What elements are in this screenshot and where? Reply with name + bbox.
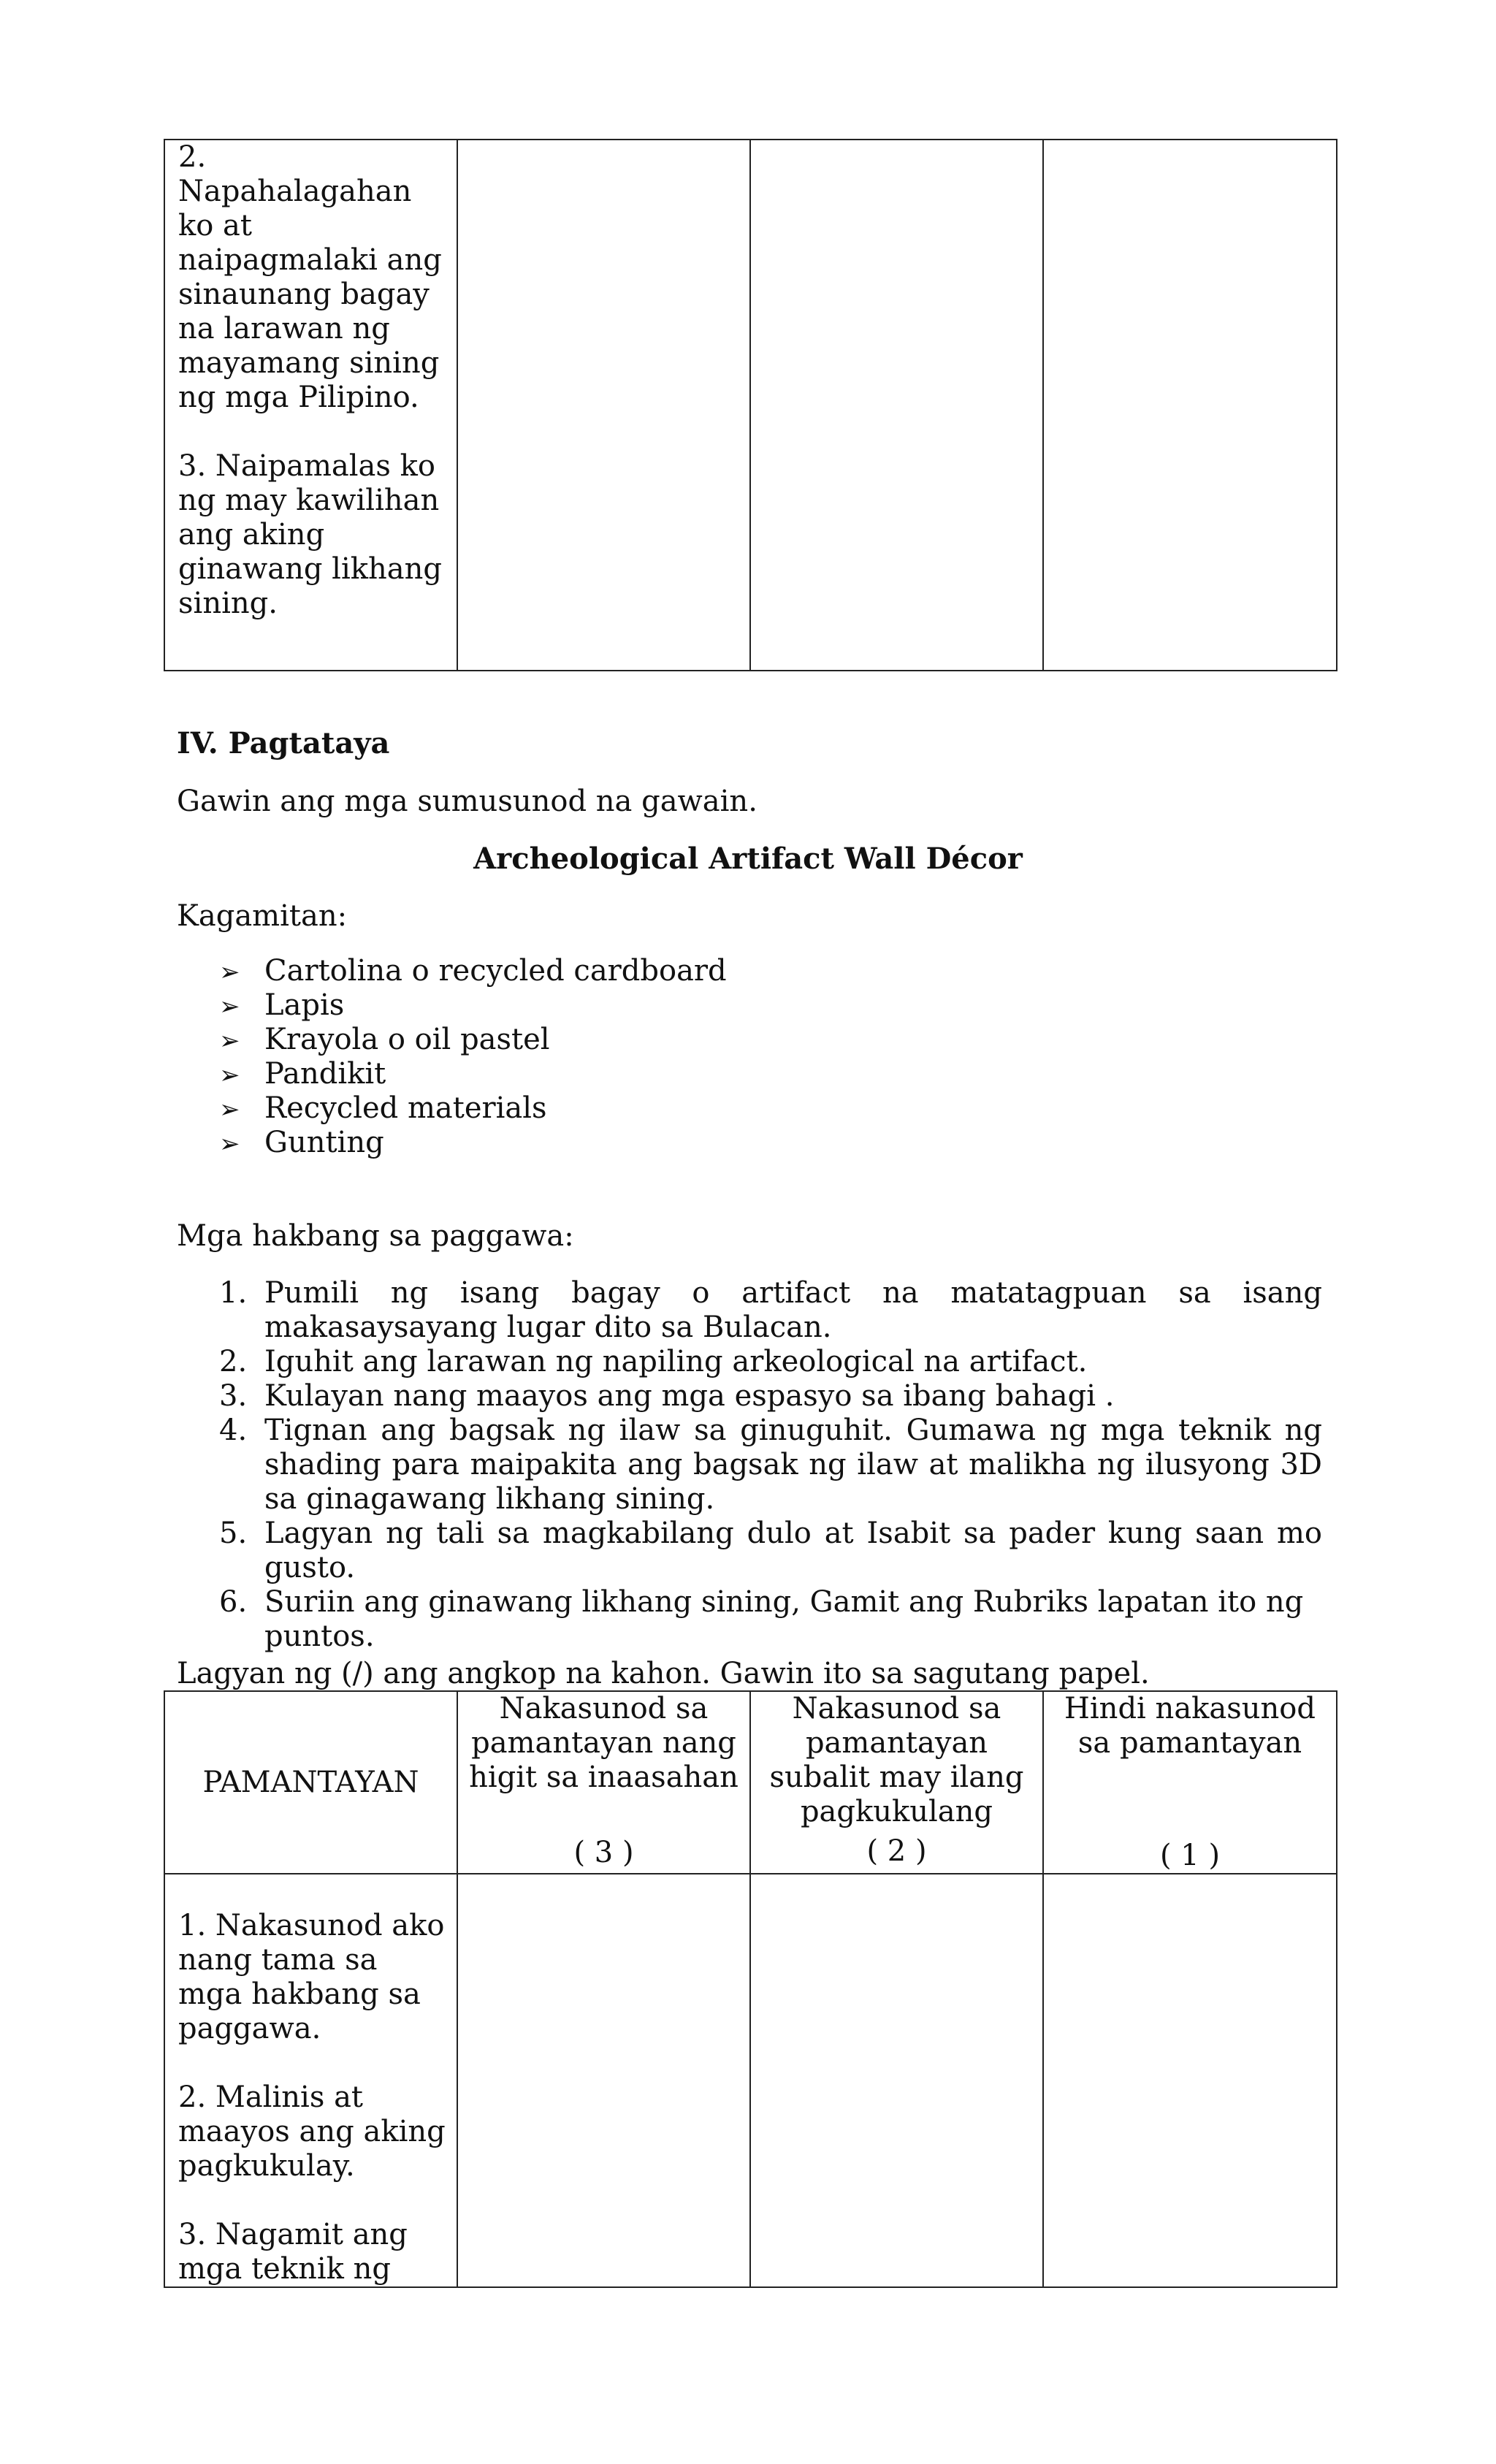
assessment-table-continued	[164, 139, 1337, 671]
materials-label: Kagamitan:	[177, 899, 348, 933]
step-number: 1.	[219, 1276, 248, 1310]
material-text: Krayola o oil pastel	[264, 1023, 550, 1056]
activity-title: Archeological Artifact Wall Décor	[473, 842, 1023, 876]
material-text: Lapis	[264, 988, 345, 1022]
column-header	[1043, 1691, 1337, 1874]
criterion-text: 2. Malinis at maayos ang aking pagkukulay.	[178, 2080, 446, 2183]
criteria-cell	[164, 140, 457, 671]
table-header-row	[164, 1691, 1337, 1874]
column-label: Nakasunod sa pamantayan subalit may ilang pagkukulang	[769, 1692, 1024, 1828]
column-header	[457, 1691, 750, 1874]
column-label: Hindi nakasunod sa pamantayan	[1064, 1692, 1316, 1760]
rating-cell-3[interactable]	[457, 1874, 750, 2287]
step-text: Kulayan nang maayos ang mga espasyo sa ibang bahagi .	[264, 1379, 1115, 1413]
steps-list	[219, 1276, 1322, 1654]
materials-list	[219, 954, 727, 1160]
list-item	[219, 988, 727, 1023]
criterion-text: 3. Nagamit ang mga teknik ng	[178, 2218, 408, 2286]
step-number: 2.	[219, 1345, 248, 1378]
column-score: ( 1 )	[1159, 1839, 1221, 1872]
arrow-bullet-icon: ➢	[219, 1095, 240, 1124]
step-number: 6.	[219, 1585, 248, 1619]
rating-cell-1[interactable]	[1043, 140, 1337, 671]
list-item	[219, 1414, 1322, 1517]
steps-label: Mga hakbang sa paggawa:	[177, 1219, 574, 1253]
criterion-text: 2. Napahalagahan ko at naipagmalaki ang sinaunang bagay na larawan ng mayamang sining ng mga Pilipino.	[178, 140, 442, 414]
arrow-bullet-icon: ➢	[219, 1061, 240, 1090]
criteria-header: PAMANTAYAN	[164, 1691, 457, 1874]
rubric-table	[164, 1690, 1337, 2288]
rating-cell-1[interactable]	[1043, 1874, 1337, 2287]
arrow-bullet-icon: ➢	[219, 992, 240, 1021]
step-text: Lagyan ng tali sa magkabilang dulo at Isabit sa pader kung saan mo gusto.	[264, 1517, 1322, 1584]
list-item	[219, 1091, 727, 1126]
material-text: Cartolina o recycled cardboard	[264, 954, 727, 988]
table-row	[164, 1874, 1337, 2287]
rating-cell-2[interactable]	[750, 140, 1043, 671]
table-row	[164, 140, 1337, 671]
step-number: 4.	[219, 1414, 248, 1447]
list-item	[219, 1585, 1322, 1654]
arrow-bullet-icon: ➢	[219, 958, 240, 987]
criterion-text: 3. Naipamalas ko ng may kawilihan ang aking ginawang likhang sining.	[178, 449, 442, 620]
list-item	[219, 1057, 727, 1091]
arrow-bullet-icon: ➢	[219, 1129, 240, 1159]
column-label: Nakasunod sa pamantayan nang higit sa inaasahan	[469, 1692, 739, 1794]
list-item	[219, 1023, 727, 1057]
step-text: Pumili ng isang bagay o artifact na matatagpuan sa isang makasaysayang lugar dito sa Bulacan.	[264, 1276, 1322, 1344]
material-text: Pandikit	[264, 1057, 386, 1091]
section-heading: IV. Pagtataya	[177, 726, 390, 760]
arrow-bullet-icon: ➢	[219, 1026, 240, 1056]
list-item	[219, 954, 727, 988]
list-item	[219, 1126, 727, 1160]
rating-cell-3[interactable]	[457, 140, 750, 671]
criterion-text: 1. Nakasunod ako nang tama sa mga hakbang sa paggawa.	[178, 1909, 445, 2045]
material-text: Recycled materials	[264, 1091, 547, 1125]
instruction-text: Gawin ang mga sumusunod na gawain.	[177, 785, 757, 818]
step-text: Iguhit ang larawan ng napiling arkeological na artifact.	[264, 1345, 1088, 1378]
list-item	[219, 1517, 1322, 1585]
criteria-cell	[164, 1874, 457, 2287]
list-item	[219, 1379, 1322, 1414]
rating-cell-2[interactable]	[750, 1874, 1043, 2287]
column-score: ( 3 )	[573, 1836, 634, 1869]
step-number: 3.	[219, 1379, 248, 1413]
column-header	[750, 1691, 1043, 1874]
list-item	[219, 1276, 1322, 1345]
check-instruction: Lagyan ng (/) ang angkop na kahon. Gawin ito sa sagutang papel.	[177, 1657, 1150, 1690]
step-number: 5.	[219, 1517, 248, 1550]
list-item	[219, 1345, 1322, 1379]
column-score: ( 2 )	[866, 1834, 927, 1868]
step-text: Suriin ang ginawang likhang sining, Gamit ang Rubriks lapatan ito ng puntos.	[264, 1585, 1304, 1653]
material-text: Gunting	[264, 1126, 384, 1159]
step-text: Tignan ang bagsak ng ilaw sa ginuguhit. Gumawa ng mga teknik ng shading para maipakita ang bagsak ng ilaw at malikha ng ilusyong 3D sa ginagawang likhang sining.	[264, 1414, 1322, 1516]
